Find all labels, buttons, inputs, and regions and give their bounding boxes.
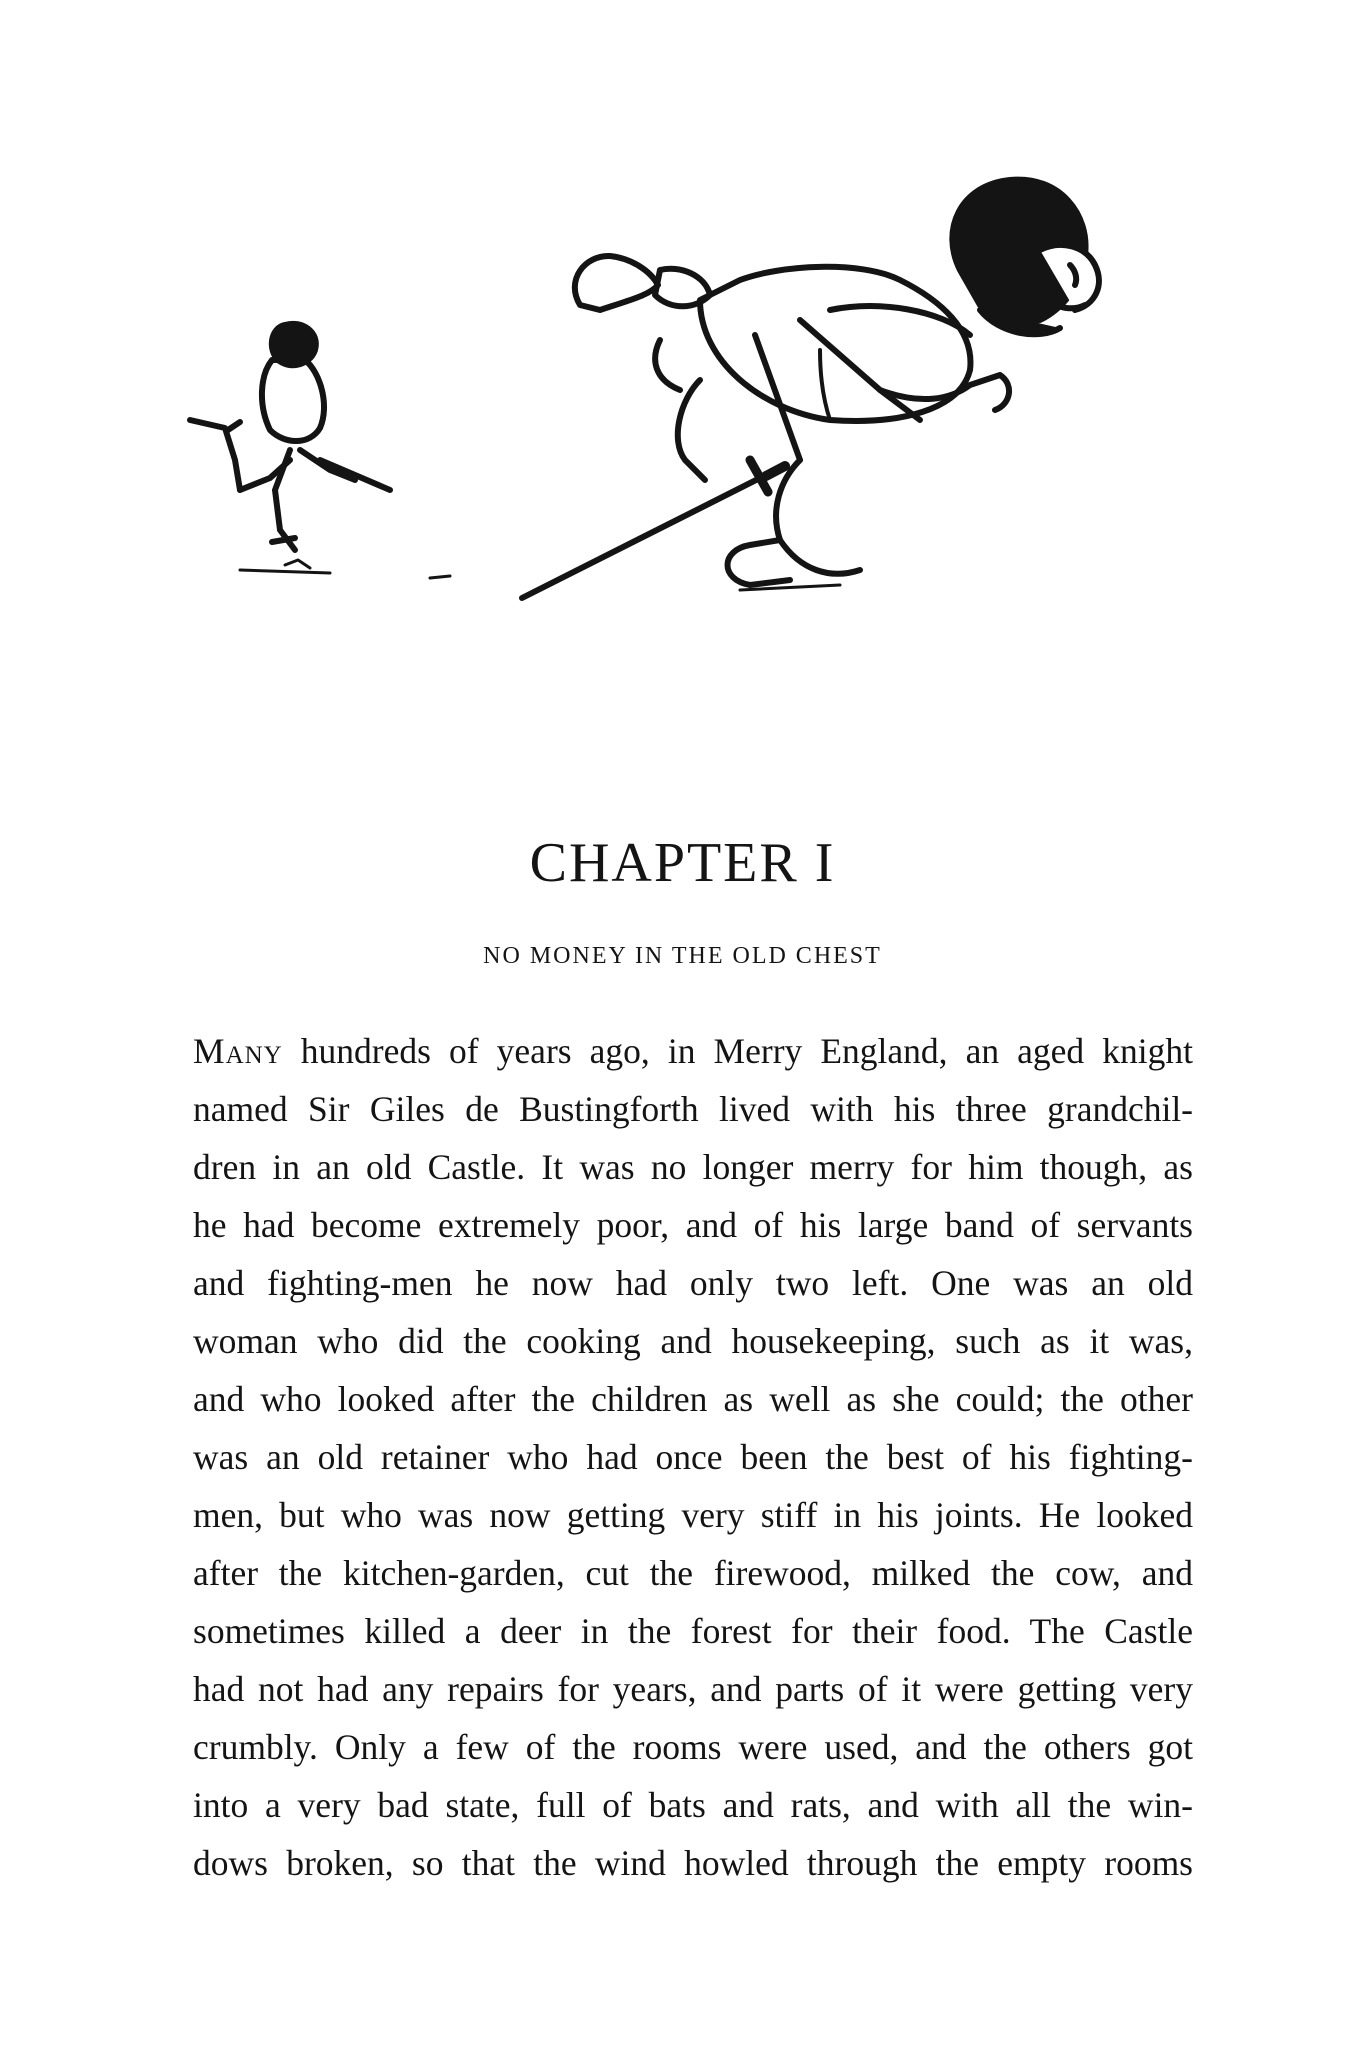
- body-line-10: after the kitchen-garden, cut the firewood, milked the cow, and: [193, 1553, 1193, 1593]
- body-line-15: dows broken, so that the wind howled through the empty rooms: [193, 1843, 1193, 1883]
- lead-word: Many: [193, 1031, 283, 1071]
- chase-scene-illustration: [180, 160, 1230, 630]
- body-line-4: he had become extremely poor, and of his large band of servants: [193, 1205, 1193, 1245]
- body-line-1-text: hundreds of years ago, in Merry England, an aged knight: [282, 1031, 1193, 1071]
- body-line-8: was an old retainer who had once been the best of his fighting-: [193, 1437, 1193, 1477]
- chapter-subtitle: NO MONEY IN THE OLD CHEST: [483, 943, 882, 969]
- body-line-3: dren in an old Castle. It was no longer merry for him though, as: [193, 1147, 1193, 1187]
- body-line-13: crumbly. Only a few of the rooms were used, and the others got: [193, 1727, 1193, 1767]
- chapter-title: CHAPTER I: [529, 832, 836, 894]
- body-line-5: and fighting-men he now had only two left. One was an old: [193, 1263, 1193, 1303]
- child-figure: [190, 324, 390, 573]
- chapter-body: [193, 1022, 1193, 1892]
- body-line-6: woman who did the cooking and housekeeping, such as it was,: [193, 1321, 1193, 1361]
- chapter-illustration: [180, 160, 1230, 630]
- body-line-14: into a very bad state, full of bats and rats, and with all the win-: [193, 1785, 1193, 1825]
- body-line-7: and who looked after the children as well as she could; the other: [193, 1379, 1193, 1419]
- body-line-1: [193, 1022, 1193, 1080]
- body-line-11: sometimes killed a deer in the forest for their food. The Castle: [193, 1611, 1193, 1651]
- body-line-9: men, but who was now getting very stiff in his joints. He looked: [193, 1495, 1193, 1535]
- running-man-head: [952, 180, 1099, 335]
- body-line-12: had not had any repairs for years, and parts of it were getting very: [193, 1669, 1193, 1709]
- body-line-2: named Sir Giles de Bustingforth lived with his three grandchil-: [193, 1089, 1193, 1129]
